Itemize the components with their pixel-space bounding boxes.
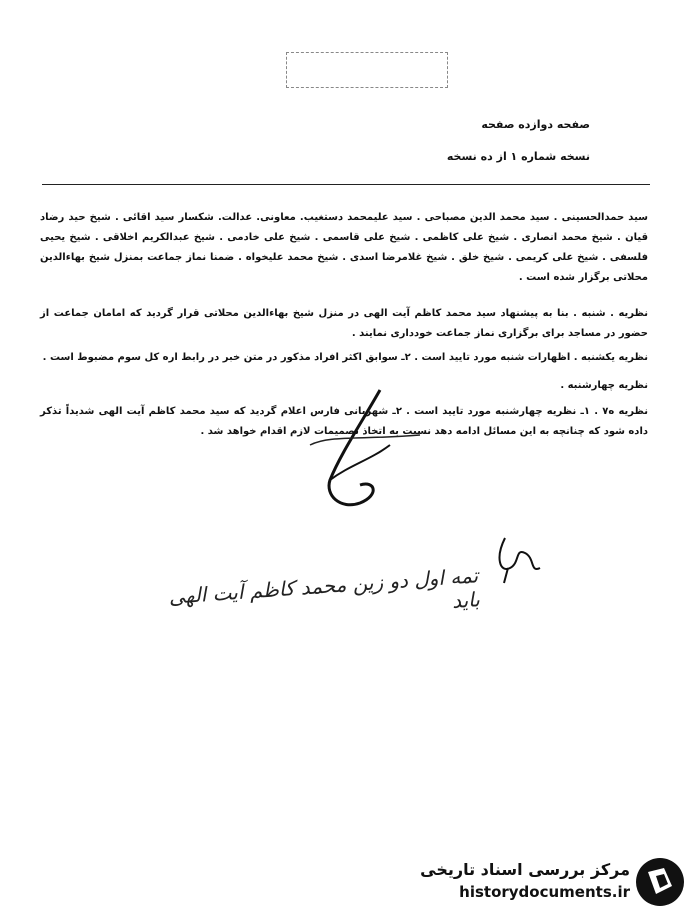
signature-scribble <box>300 385 440 520</box>
page-count-line: صفحه دوازده صفحه <box>481 118 590 131</box>
handwritten-note: تمه اول دو زین محمد کاظم آیت الهی باید <box>167 563 481 614</box>
initials-mark <box>490 528 550 588</box>
archive-website: historydocuments.ir <box>459 883 630 901</box>
paragraph-final: نظریه ه۷ . ۱ـ نظریه چهارشنبه مورد تایید است . ۲ـ شهربانی فارس اعلام گردید که سید محمد کاظم آیت الهی شدیداً تذکر داده شود که چنانچه به این مسائل ادامه دهد نسبت به اتخاذ تصمیمات لازم اقدام خواهد شد . <box>40 406 649 437</box>
archive-name: مرکز بررسی اسناد تاریخی <box>420 860 630 879</box>
paragraph-wednesday: نظریه چهارشنبه . <box>560 380 648 391</box>
header-divider <box>42 184 650 185</box>
paragraph-sunday: نظریه یکشنبه . اظهارات شنبه مورد تایید است . ۲ـ سوابق اکثر افراد مذکور در متن خبر در رابط اره کل سوم مضبوط است . <box>42 352 648 363</box>
stamp-box <box>286 52 448 88</box>
paragraph-names: سید حمدالحسینی . سید محمد الدین مصباحی . سید علیمحمد دستغیب. معاونی. عدالت. شکسار سید اقائی . شیخ حید رضاد قیان . شیخ محمد انصاری . شیخ علی کاظمی . شیخ علی قاسمی . شیخ علی خادمی . شیخ عبدالکریم اخلاقی . شیخ یحیی فلسفی . شیخ علی کریمی . شیخ خلق . شیخ غلامرضا اسدی . شیخ محمد علیخواه . ضمنا نماز جماعت بمنزل شیخ بهاءالدین محلاتی برگزار شده است . <box>40 212 648 283</box>
archive-watermark <box>400 848 700 915</box>
paragraph-saturday: نظریه . شنبه . بنا به پیشنهاد سید محمد کاظم آیت الهی در منزل شیخ بهاءالدین محلاتی قرار گردید که امامان جماعت از حضور در مساجد برای برگزاری نماز جماعت خودداری نمایند . <box>40 308 648 339</box>
copy-number-line: نسخه شماره ۱ از ده نسخه <box>446 150 590 163</box>
archive-logo-icon <box>634 856 686 908</box>
